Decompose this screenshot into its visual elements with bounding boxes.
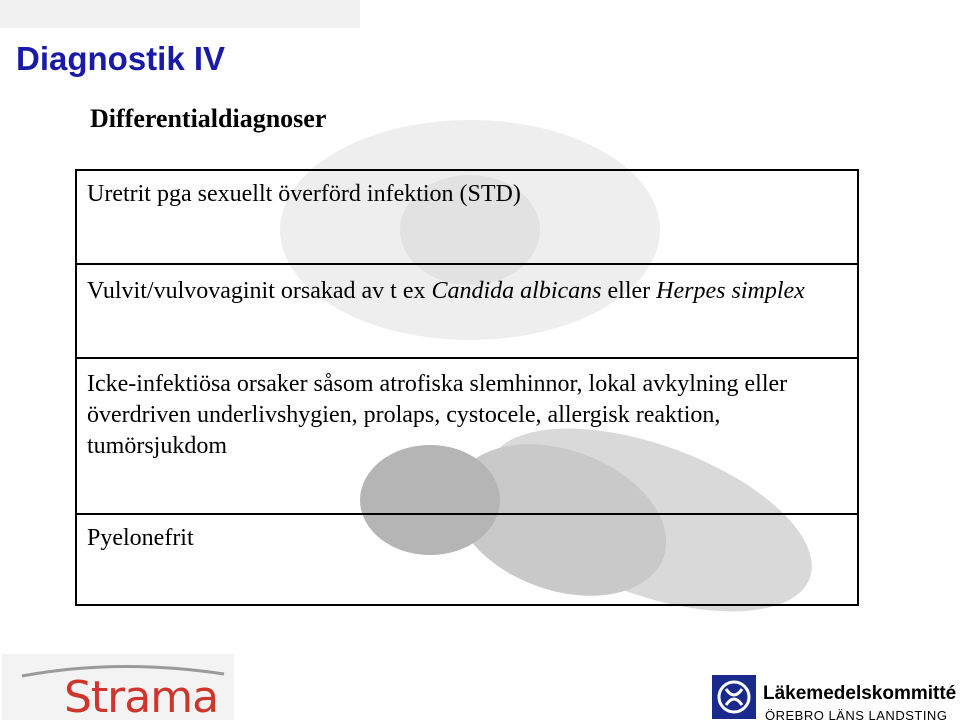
row-text-herpes: Herpes simplex [656,278,805,304]
row-text-std: Uretrit pga sexuellt överförd infektion (STD) [87,181,521,207]
strama-wordmark: Strama [64,672,219,723]
row-text-pyelonefrit: Pyelonefrit [87,525,194,551]
committee-name: Läkemedelskommitté [763,683,957,704]
row-text-prefix: Vulvit/vulvovaginit orsakad av t ex [87,278,432,304]
table-row [77,265,857,359]
row-text-middle: eller [601,278,657,304]
table-row [77,171,857,265]
slide-title: Diagnostik IV [16,40,226,77]
differential-diagnosis-table [75,169,859,606]
table-row [77,359,857,515]
committee-emblem-icon [712,675,756,719]
section-subheading: Differentialdiagnoser [90,104,327,133]
row-text-candida: Candida albicans [431,278,602,304]
table-row [77,515,857,604]
committee-organization: ÖREBRO LÄNS LANDSTING [765,708,948,723]
row-text-non-infectious: Icke-infektiösa orsaker såsom atrofiska slemhinnor, lokal avkylning eller överdriven underlivshygien, prolaps, cystocele, allergisk reaktion, tumörsjukdom [87,371,788,459]
